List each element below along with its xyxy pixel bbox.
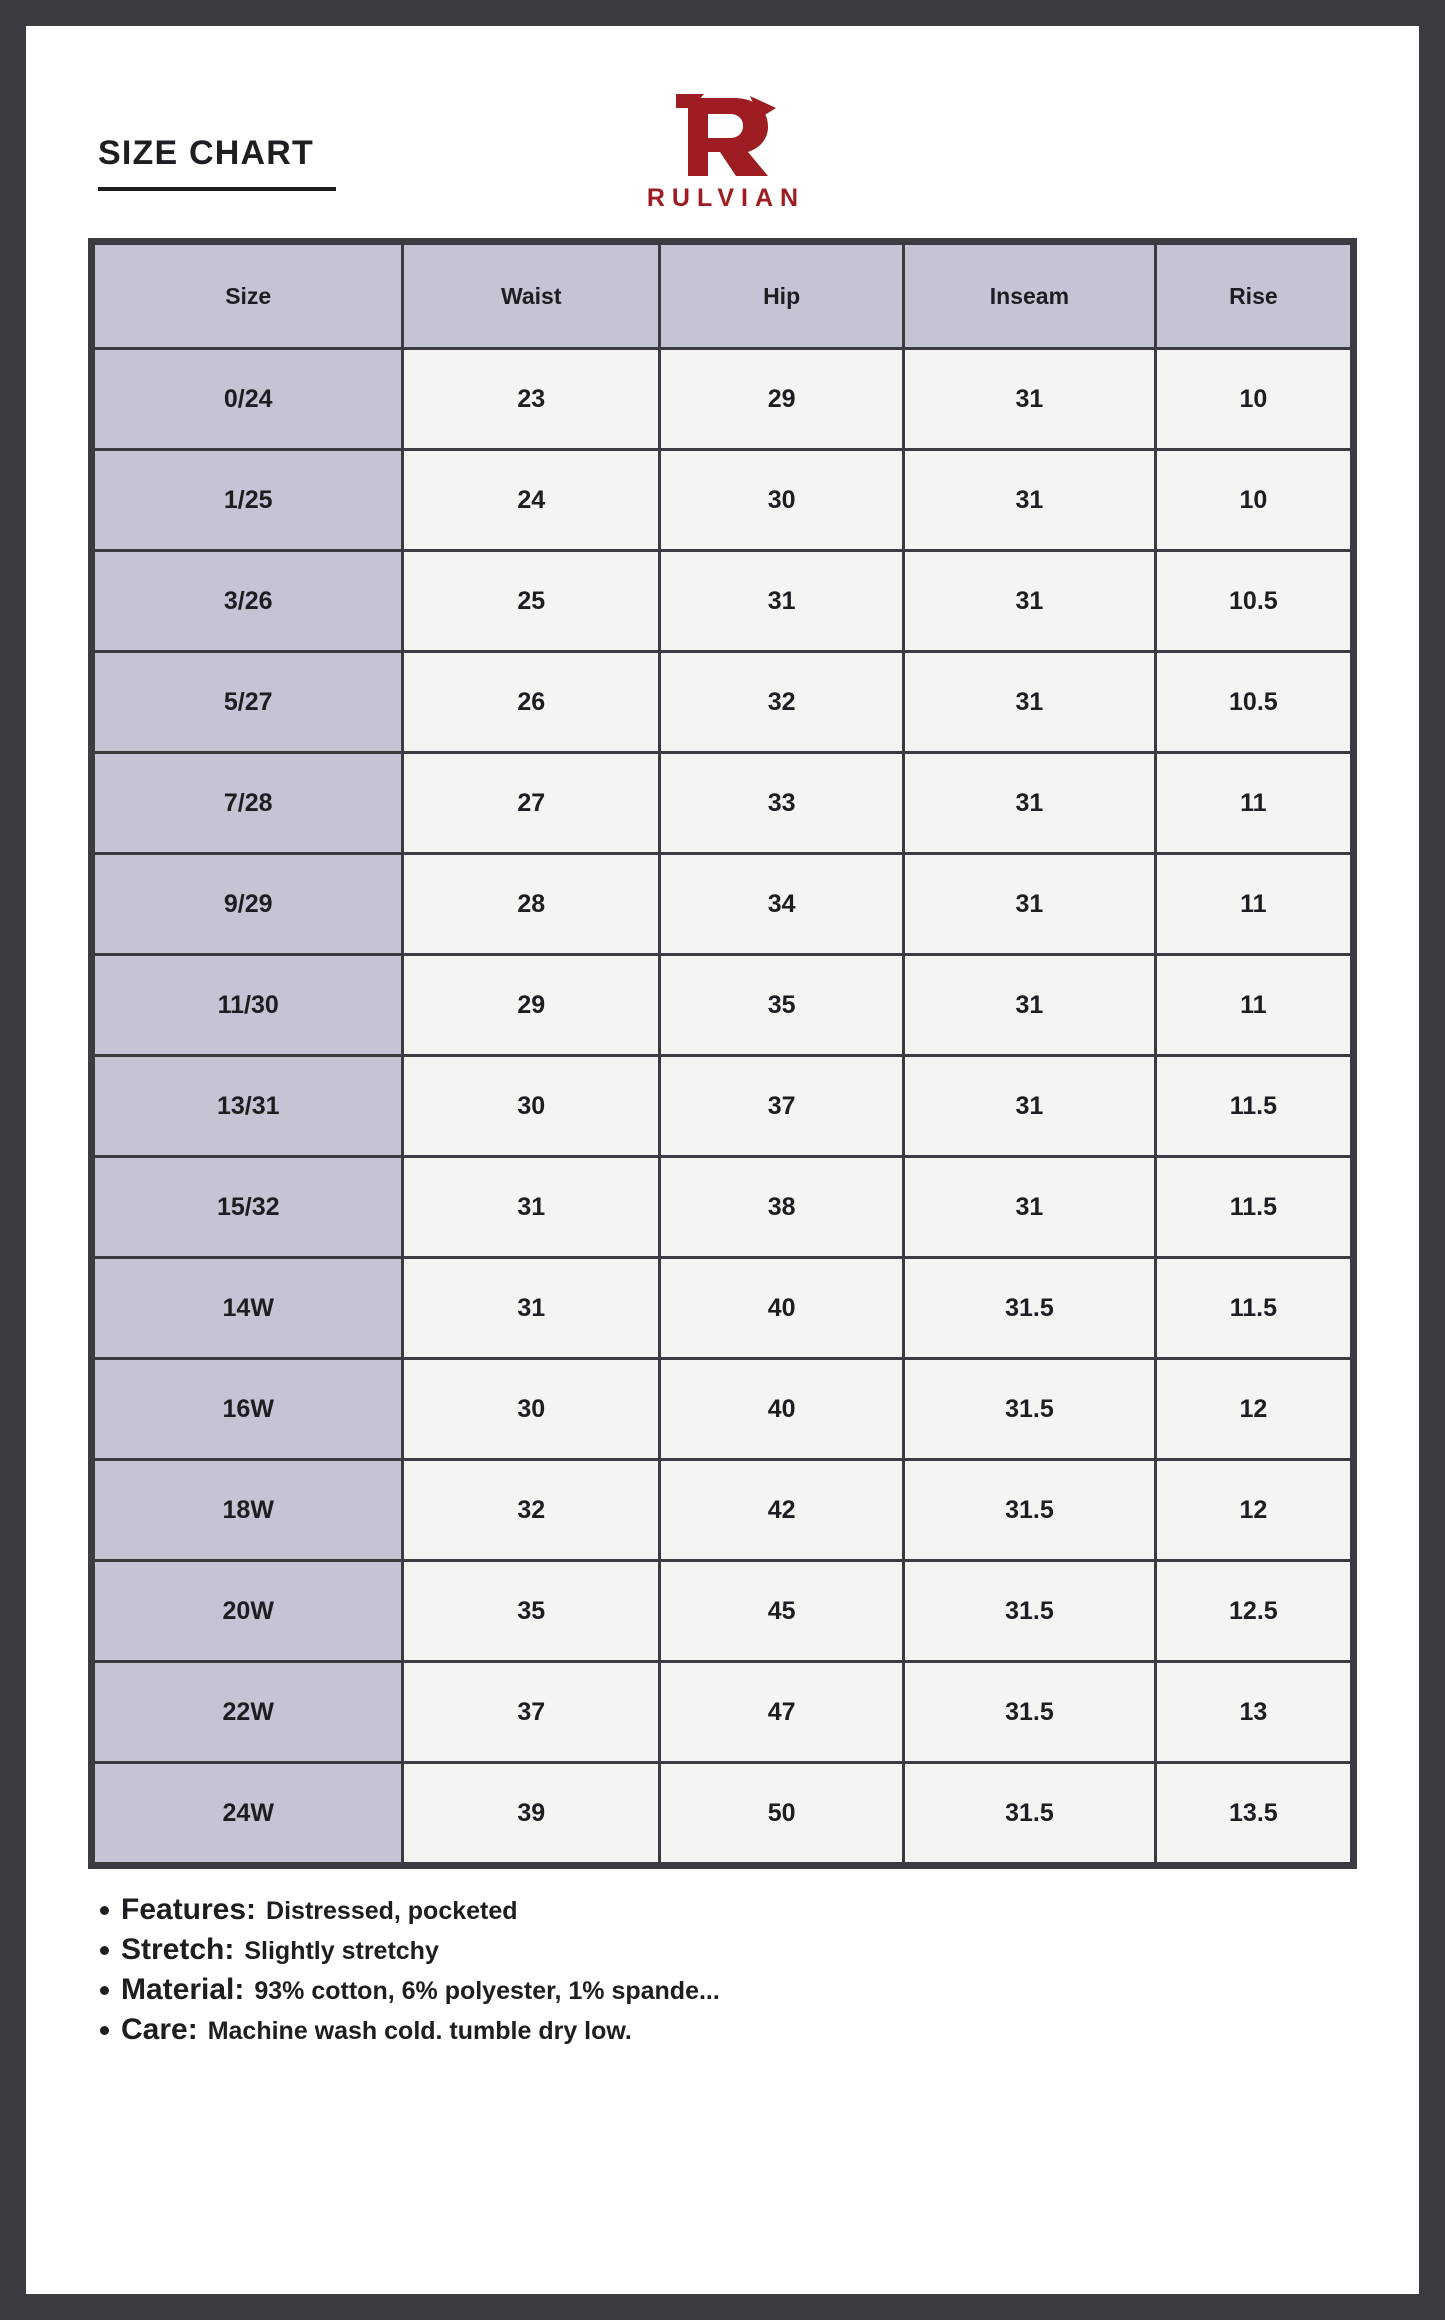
cell-hip: 42 [660, 1460, 904, 1561]
cell-waist: 23 [403, 349, 660, 450]
cell-rise: 10.5 [1155, 551, 1351, 652]
cell-size: 3/26 [94, 551, 403, 652]
cell-waist: 32 [403, 1460, 660, 1561]
cell-waist: 30 [403, 1359, 660, 1460]
cell-hip: 34 [660, 854, 904, 955]
table-row [94, 652, 1352, 753]
cell-hip: 47 [660, 1662, 904, 1763]
note-label: Stretch: [121, 1933, 235, 1966]
cell-size: 5/27 [94, 652, 403, 753]
cell-rise: 12 [1155, 1460, 1351, 1561]
cell-rise: 10 [1155, 450, 1351, 551]
cell-waist: 35 [403, 1561, 660, 1662]
cell-size: 11/30 [94, 955, 403, 1056]
table-row [94, 1359, 1352, 1460]
cell-waist: 39 [403, 1763, 660, 1864]
cell-hip: 33 [660, 753, 904, 854]
cell-hip: 31 [660, 551, 904, 652]
note-value: Slightly stretchy [244, 1937, 439, 1965]
cell-inseam: 31.5 [904, 1763, 1156, 1864]
bullet-icon [100, 1906, 109, 1915]
cell-rise: 11.5 [1155, 1258, 1351, 1359]
table-row [94, 1157, 1352, 1258]
table-row [94, 1056, 1352, 1157]
table-row [94, 349, 1352, 450]
note-value: Distressed, pocketed [266, 1897, 518, 1925]
column-header-rise: Rise [1155, 244, 1351, 349]
note-value: Machine wash cold. tumble dry low. [207, 2017, 632, 2045]
cell-size: 0/24 [94, 349, 403, 450]
cell-size: 7/28 [94, 753, 403, 854]
cell-hip: 45 [660, 1561, 904, 1662]
note-features [100, 1893, 1357, 1927]
brand-name: RULVIAN [646, 184, 806, 212]
bullet-icon [100, 1946, 109, 1955]
cell-size: 15/32 [94, 1157, 403, 1258]
cell-size: 20W [94, 1561, 403, 1662]
bullet-icon [100, 1986, 109, 1995]
cell-hip: 32 [660, 652, 904, 753]
cell-inseam: 31 [904, 1056, 1156, 1157]
cell-waist: 27 [403, 753, 660, 854]
cell-waist: 25 [403, 551, 660, 652]
cell-inseam: 31.5 [904, 1662, 1156, 1763]
cell-rise: 11.5 [1155, 1056, 1351, 1157]
cell-size: 9/29 [94, 854, 403, 955]
cell-rise: 10.5 [1155, 652, 1351, 753]
note-material [100, 1973, 1357, 2007]
cell-size: 18W [94, 1460, 403, 1561]
bullet-icon [100, 2026, 109, 2035]
cell-waist: 28 [403, 854, 660, 955]
size-table [92, 242, 1353, 1865]
note-care [100, 2013, 1357, 2047]
page-inner [26, 26, 1419, 2294]
table-header-row [94, 244, 1352, 349]
cell-inseam: 31 [904, 753, 1156, 854]
page-title: SIZE CHART [98, 134, 314, 172]
cell-inseam: 31 [904, 349, 1156, 450]
cell-inseam: 31 [904, 551, 1156, 652]
column-header-inseam: Inseam [904, 244, 1156, 349]
cell-inseam: 31.5 [904, 1460, 1156, 1561]
cell-inseam: 31 [904, 1157, 1156, 1258]
cell-rise: 13.5 [1155, 1763, 1351, 1864]
cell-rise: 10 [1155, 349, 1351, 450]
size-table-container [88, 238, 1357, 1869]
cell-waist: 31 [403, 1258, 660, 1359]
table-row [94, 1258, 1352, 1359]
title-block [98, 134, 336, 191]
cell-size: 24W [94, 1763, 403, 1864]
cell-size: 22W [94, 1662, 403, 1763]
note-stretch [100, 1933, 1357, 1967]
table-row [94, 854, 1352, 955]
cell-inseam: 31.5 [904, 1561, 1156, 1662]
table-row [94, 1561, 1352, 1662]
rulvian-monogram-icon [558, 94, 888, 180]
column-header-waist: Waist [403, 244, 660, 349]
cell-inseam: 31 [904, 450, 1156, 551]
cell-inseam: 31.5 [904, 1258, 1156, 1359]
cell-hip: 40 [660, 1359, 904, 1460]
cell-hip: 30 [660, 450, 904, 551]
table-row [94, 955, 1352, 1056]
cell-inseam: 31 [904, 854, 1156, 955]
cell-waist: 37 [403, 1662, 660, 1763]
table-row [94, 551, 1352, 652]
cell-waist: 30 [403, 1056, 660, 1157]
table-row [94, 1662, 1352, 1763]
cell-rise: 11 [1155, 753, 1351, 854]
size-table-head [94, 244, 1352, 349]
column-header-hip: Hip [660, 244, 904, 349]
cell-waist: 29 [403, 955, 660, 1056]
title-underline [98, 187, 336, 191]
product-notes [88, 1893, 1357, 2047]
cell-rise: 12 [1155, 1359, 1351, 1460]
cell-waist: 31 [403, 1157, 660, 1258]
cell-hip: 38 [660, 1157, 904, 1258]
page-header [88, 76, 1357, 226]
cell-inseam: 31 [904, 955, 1156, 1056]
cell-size: 16W [94, 1359, 403, 1460]
cell-rise: 11.5 [1155, 1157, 1351, 1258]
table-row [94, 1460, 1352, 1561]
cell-hip: 37 [660, 1056, 904, 1157]
cell-hip: 40 [660, 1258, 904, 1359]
table-row [94, 1763, 1352, 1864]
cell-rise: 13 [1155, 1662, 1351, 1763]
cell-inseam: 31.5 [904, 1359, 1156, 1460]
cell-inseam: 31 [904, 652, 1156, 753]
cell-waist: 24 [403, 450, 660, 551]
note-label: Features: [121, 1893, 257, 1926]
cell-hip: 50 [660, 1763, 904, 1864]
brand-block [558, 94, 888, 213]
cell-waist: 26 [403, 652, 660, 753]
cell-size: 13/31 [94, 1056, 403, 1157]
cell-hip: 29 [660, 349, 904, 450]
cell-rise: 11 [1155, 955, 1351, 1056]
note-value: 93% cotton, 6% polyester, 1% spande... [254, 1977, 720, 2005]
note-label: Care: [121, 2013, 198, 2046]
cell-rise: 11 [1155, 854, 1351, 955]
cell-rise: 12.5 [1155, 1561, 1351, 1662]
size-table-body [94, 349, 1352, 1864]
cell-size: 1/25 [94, 450, 403, 551]
cell-hip: 35 [660, 955, 904, 1056]
table-row [94, 753, 1352, 854]
note-label: Material: [121, 1973, 245, 2006]
column-header-size: Size [94, 244, 403, 349]
cell-size: 14W [94, 1258, 403, 1359]
table-row [94, 450, 1352, 551]
